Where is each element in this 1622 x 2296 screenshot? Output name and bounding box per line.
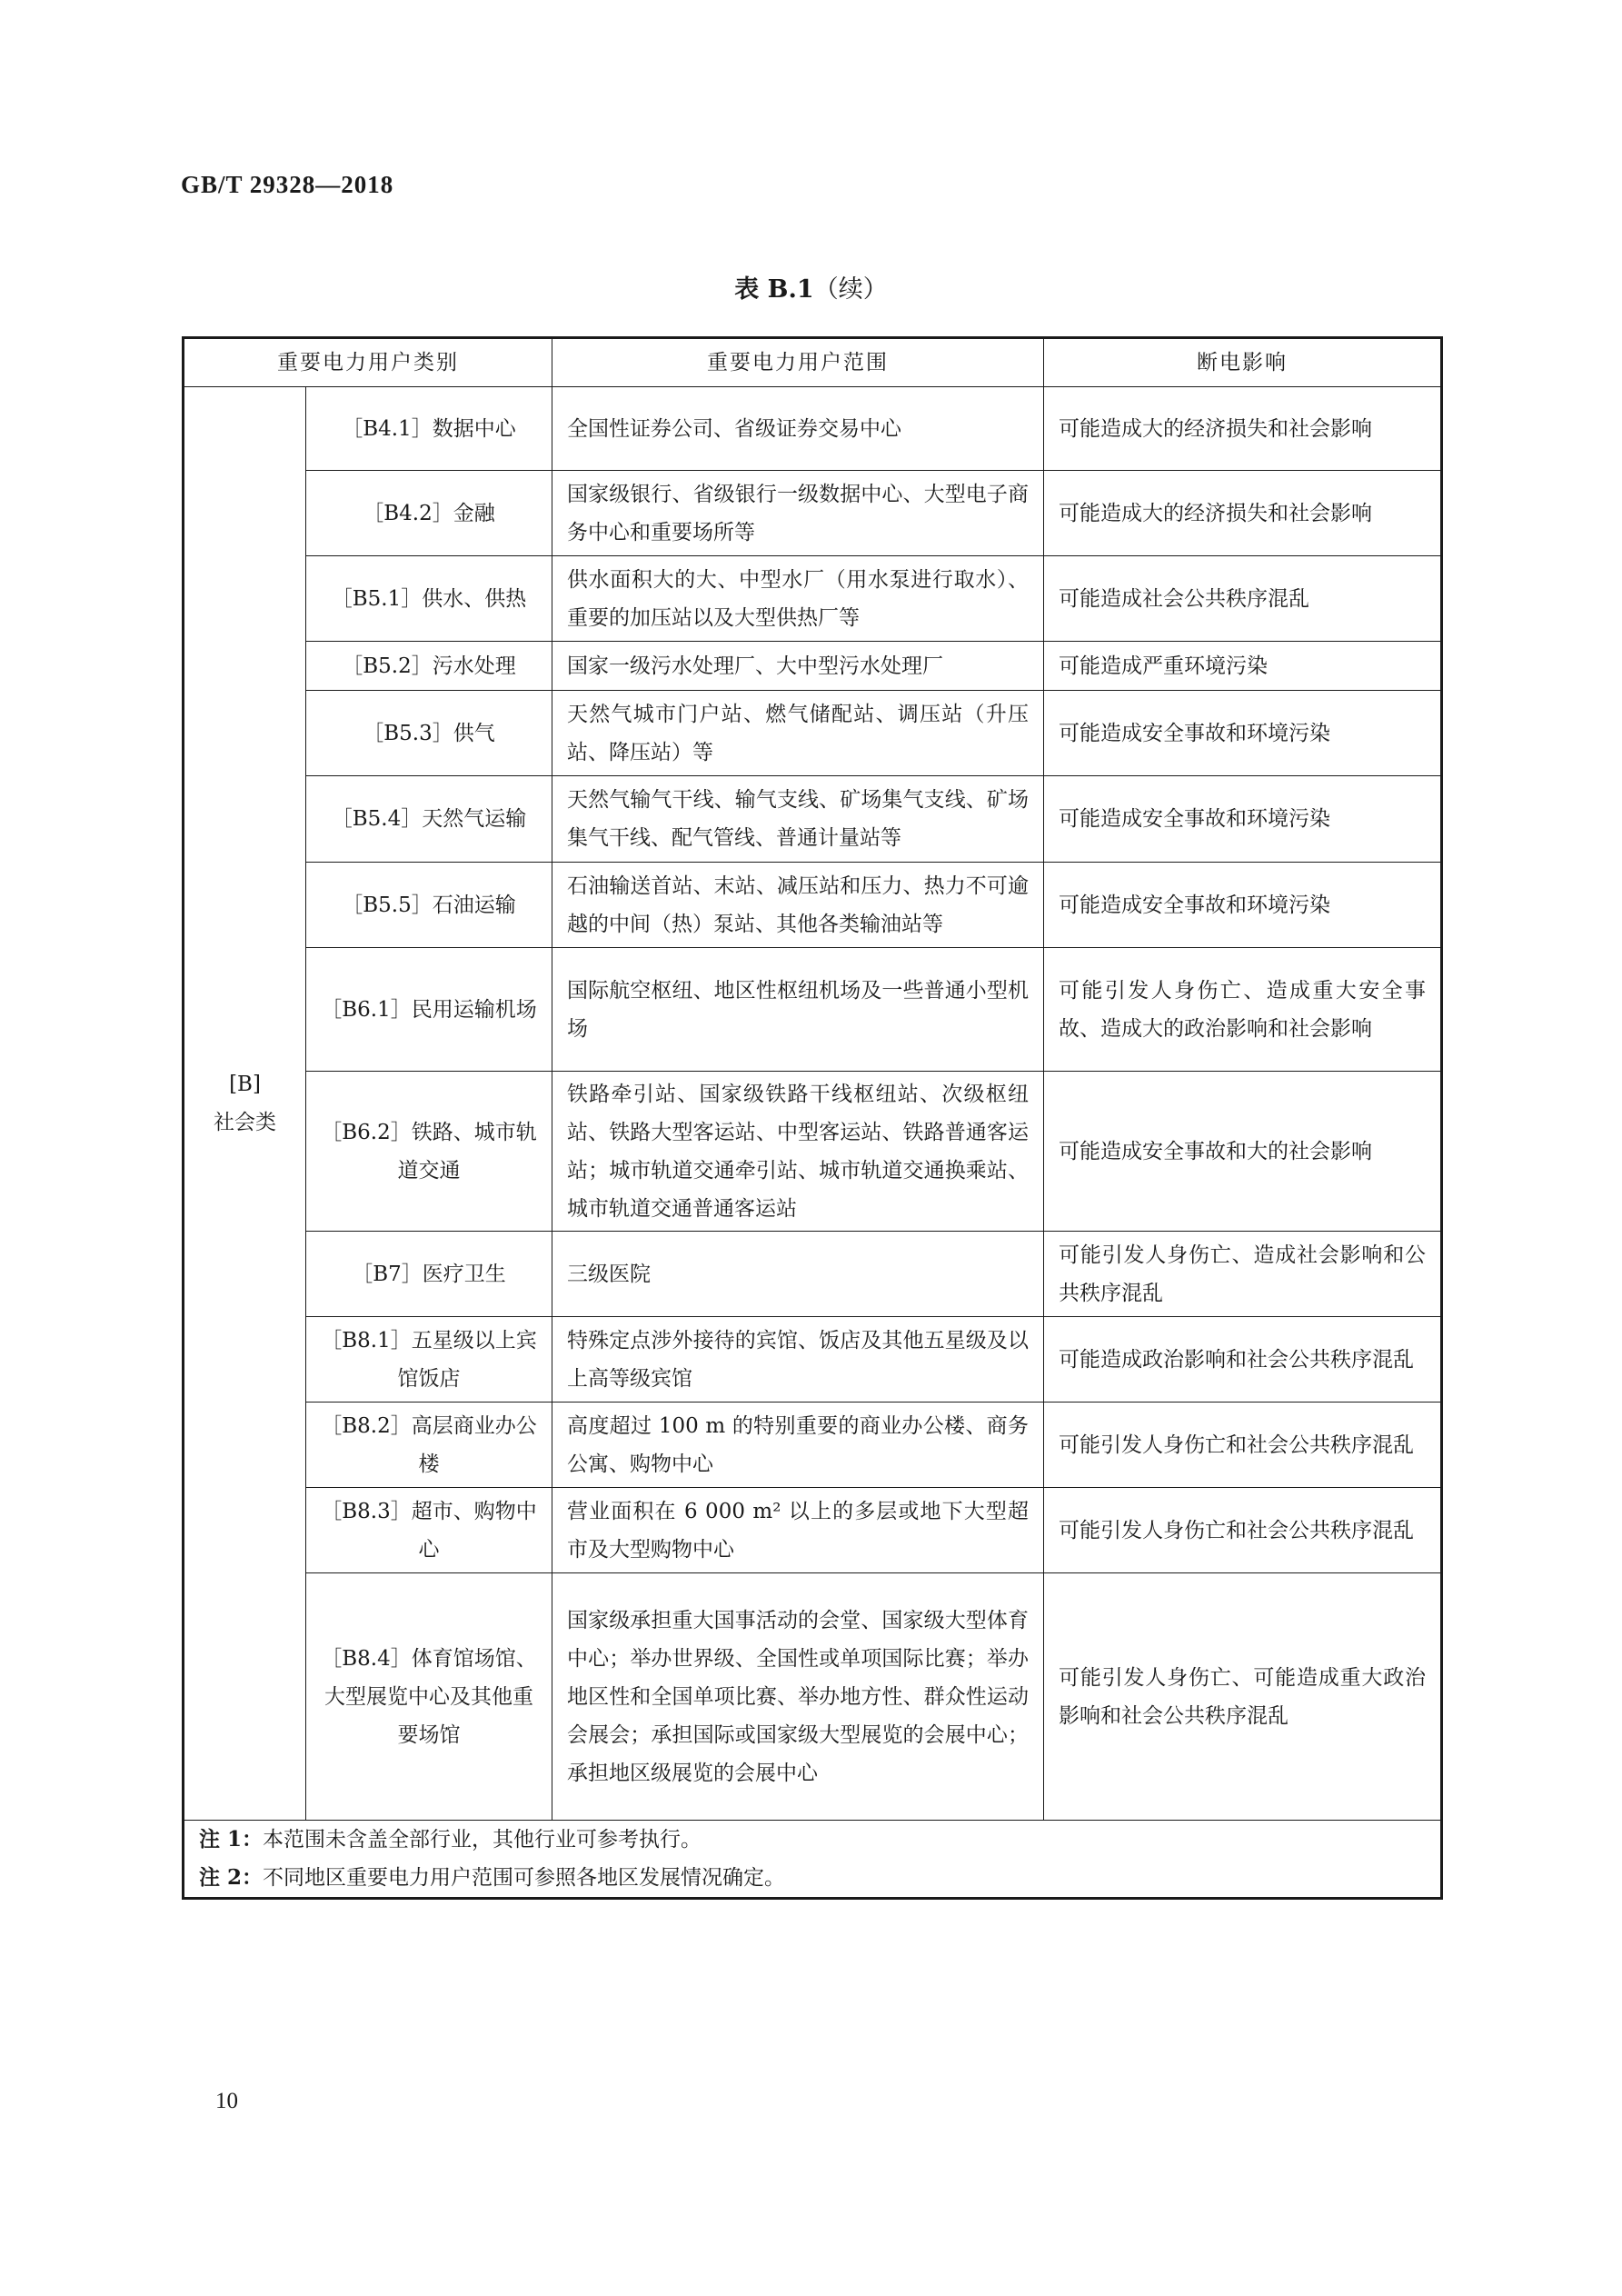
table-row	[184, 1488, 1442, 1573]
page-number: 10	[215, 2089, 238, 2113]
scope-cell: 天然气输气干线、输气支线、矿场集气支线、矿场集气干线、配气管线、普通计量站等	[552, 776, 1044, 863]
notes-cell	[184, 1821, 1442, 1899]
impact-cell: 可能造成安全事故和环境污染	[1044, 863, 1442, 948]
impact-cell: 可能引发人身伤亡和社会公共秩序混乱	[1044, 1488, 1442, 1573]
impact-cell: 可能造成社会公共秩序混乱	[1044, 556, 1442, 642]
subcategory-cell: ［B5.4］天然气运输	[306, 776, 552, 863]
note-label: 注 2：	[199, 1865, 264, 1890]
scope-cell: 天然气城市门户站、燃气储配站、调压站（升压站、降压站）等	[552, 691, 1044, 776]
impact-cell: 可能造成大的经济损失和社会影响	[1044, 387, 1442, 471]
category-code: [B]	[229, 1073, 261, 1096]
impact-cell: 可能引发人身伤亡和社会公共秩序混乱	[1044, 1403, 1442, 1488]
subcategory-cell: ［B6.2］铁路、城市轨道交通	[306, 1072, 552, 1232]
category-cell	[184, 387, 306, 1821]
scope-cell: 铁路牵引站、国家级铁路干线枢纽站、次级枢纽站、铁路大型客运站、中型客运站、铁路普通客运站；城市轨道交通牵引站、城市轨道交通换乘站、城市轨道交通普通客运站	[552, 1072, 1044, 1232]
table-row	[184, 471, 1442, 556]
impact-cell: 可能造成严重环境污染	[1044, 642, 1442, 691]
scope-cell: 国家级银行、省级银行一级数据中心、大型电子商务中心和重要场所等	[552, 471, 1044, 556]
scope-cell: 三级医院	[552, 1232, 1044, 1317]
impact-cell: 可能造成安全事故和环境污染	[1044, 776, 1442, 863]
header-scope: 重要电力用户范围	[552, 338, 1044, 387]
notes-row	[184, 1821, 1442, 1899]
note-2	[199, 1859, 1426, 1897]
table-row	[184, 1232, 1442, 1317]
header-category: 重要电力用户类别	[184, 338, 552, 387]
note-text: 本范围未含盖全部行业，其他行业可参考执行。	[263, 1828, 702, 1852]
scope-cell: 石油输送首站、末站、减压站和压力、热力不可逾越的中间（热）泵站、其他各类输油站等	[552, 863, 1044, 948]
subcategory-cell: ［B5.1］供水、供热	[306, 556, 552, 642]
table-header-row	[184, 338, 1442, 387]
scope-cell: 国家级承担重大国事活动的会堂、国家级大型体育中心；举办世界级、全国性或单项国际比赛；举办地区性和全国单项比赛、举办地方性、群众性运动会展会；承担国际或国家级大型展览的会展中心；承担地区级展览的会展中心	[552, 1573, 1044, 1821]
scope-cell: 国际航空枢纽、地区性枢纽机场及一些普通小型机场	[552, 948, 1044, 1072]
table-row	[184, 1573, 1442, 1821]
note-1	[199, 1821, 1426, 1859]
table-row	[184, 863, 1442, 948]
table-title-text: 表 B.1	[734, 275, 814, 304]
impact-cell: 可能引发人身伤亡、造成重大安全事故、造成大的政治影响和社会影响	[1044, 948, 1442, 1072]
scope-cell: 高度超过 100 m 的特别重要的商业办公楼、商务公寓、购物中心	[552, 1403, 1044, 1488]
subcategory-cell: ［B8.3］超市、购物中心	[306, 1488, 552, 1573]
power-user-table	[182, 336, 1443, 1900]
table-row	[184, 387, 1442, 471]
table-row	[184, 642, 1442, 691]
table-row	[184, 1072, 1442, 1232]
subcategory-cell: ［B8.2］高层商业办公楼	[306, 1403, 552, 1488]
impact-cell: 可能造成大的经济损失和社会影响	[1044, 471, 1442, 556]
impact-cell: 可能造成安全事故和环境污染	[1044, 691, 1442, 776]
table-row	[184, 1317, 1442, 1403]
table-row	[184, 556, 1442, 642]
table-row	[184, 1403, 1442, 1488]
scope-cell: 全国性证券公司、省级证券交易中心	[552, 387, 1044, 471]
subcategory-cell: ［B5.5］石油运输	[306, 863, 552, 948]
table-title-suffix: （续）	[813, 275, 888, 304]
table-row	[184, 691, 1442, 776]
subcategory-cell: ［B8.4］体育馆场馆、大型展览中心及其他重要场馆	[306, 1573, 552, 1821]
subcategory-cell: ［B5.2］污水处理	[306, 642, 552, 691]
impact-cell: 可能引发人身伤亡、造成社会影响和公共秩序混乱	[1044, 1232, 1442, 1317]
impact-cell: 可能引发人身伤亡、可能造成重大政治影响和社会公共秩序混乱	[1044, 1573, 1442, 1821]
header-impact: 断电影响	[1044, 338, 1442, 387]
scope-cell: 供水面积大的大、中型水厂（用水泵进行取水）、重要的加压站以及大型供热厂等	[552, 556, 1044, 642]
subcategory-cell: ［B6.1］民用运输机场	[306, 948, 552, 1072]
subcategory-cell: ［B5.3］供气	[306, 691, 552, 776]
subcategory-cell: ［B4.2］金融	[306, 471, 552, 556]
scope-cell: 国家一级污水处理厂、大中型污水处理厂	[552, 642, 1044, 691]
scope-cell: 营业面积在 6 000 m² 以上的多层或地下大型超市及大型购物中心	[552, 1488, 1044, 1573]
category-name: 社会类	[214, 1111, 276, 1134]
scope-cell: 特殊定点涉外接待的宾馆、饭店及其他五星级及以上高等级宾馆	[552, 1317, 1044, 1403]
note-text: 不同地区重要电力用户范围可参照各地区发展情况确定。	[263, 1866, 786, 1890]
note-label: 注 1：	[199, 1827, 264, 1852]
table-row	[184, 948, 1442, 1072]
document-code: GB/T 29328—2018	[181, 171, 394, 198]
impact-cell: 可能造成政治影响和社会公共秩序混乱	[1044, 1317, 1442, 1403]
subcategory-cell: ［B4.1］数据中心	[306, 387, 552, 471]
subcategory-cell: ［B7］医疗卫生	[306, 1232, 552, 1317]
table-row	[184, 776, 1442, 863]
table-title	[0, 269, 1622, 304]
subcategory-cell: ［B8.1］五星级以上宾馆饭店	[306, 1317, 552, 1403]
impact-cell: 可能造成安全事故和大的社会影响	[1044, 1072, 1442, 1232]
